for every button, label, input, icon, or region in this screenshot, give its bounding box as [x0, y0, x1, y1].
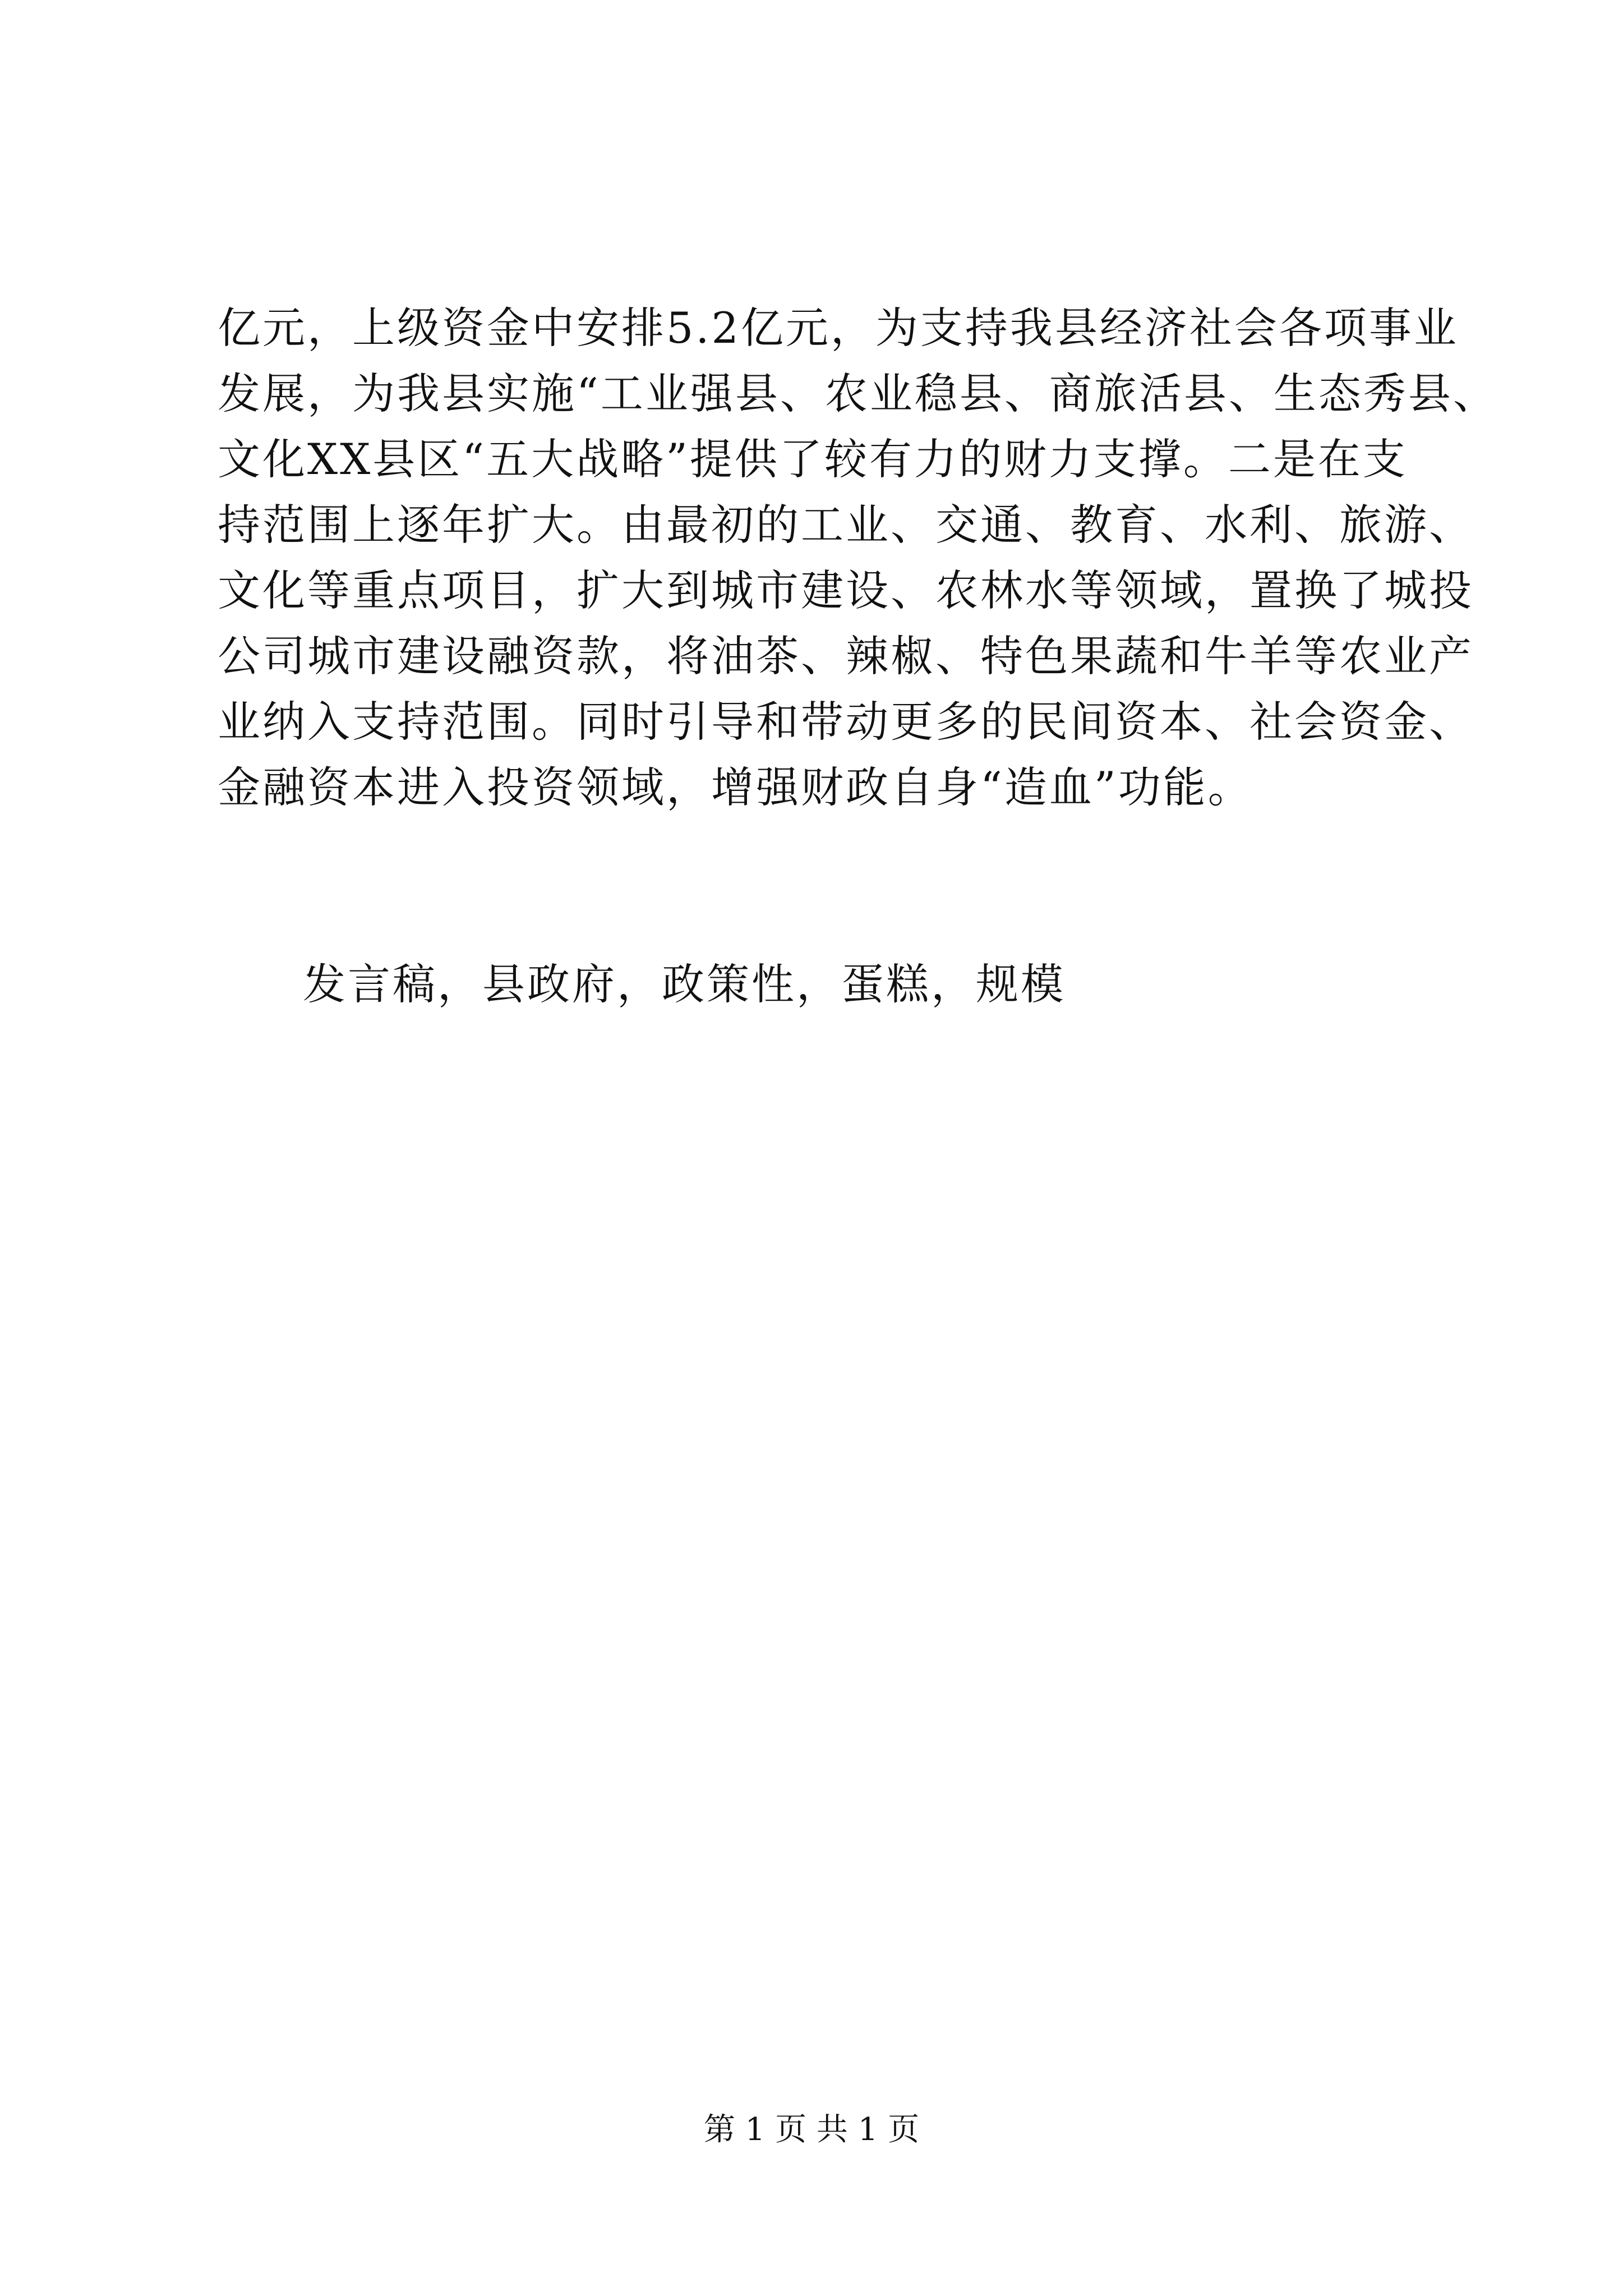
text-line: 文化XX县区“五大战略”提供了较有力的财力支撑。二是在支	[218, 434, 1408, 484]
page-footer: 第 1 页 共 1 页	[703, 2111, 920, 2148]
text-line: 金融资本进入投资领域，增强财政自身“造血”功能。	[218, 762, 1253, 812]
text-line: 持范围上逐年扩大。由最初的工业、交通、教育、水利、旅游、	[218, 500, 1474, 550]
keywords-line: 发言稿，县政府，政策性，蛋糕，规模	[303, 959, 1066, 1009]
text-line: 业纳入支持范围。同时引导和带动更多的民间资本、社会资金、	[218, 697, 1474, 747]
text-line: 发展，为我县实施“工业强县、农业稳县、商旅活县、生态秀县、	[218, 369, 1498, 418]
text-line: 公司城市建设融资款，将油茶、辣椒、特色果蔬和牛羊等农业产	[218, 631, 1474, 681]
text-line: 文化等重点项目，扩大到城市建设、农林水等领域，置换了城投	[218, 565, 1474, 615]
text-line: 亿元，上级资金中安排5.2亿元，为支持我县经济社会各项事业	[218, 303, 1459, 353]
